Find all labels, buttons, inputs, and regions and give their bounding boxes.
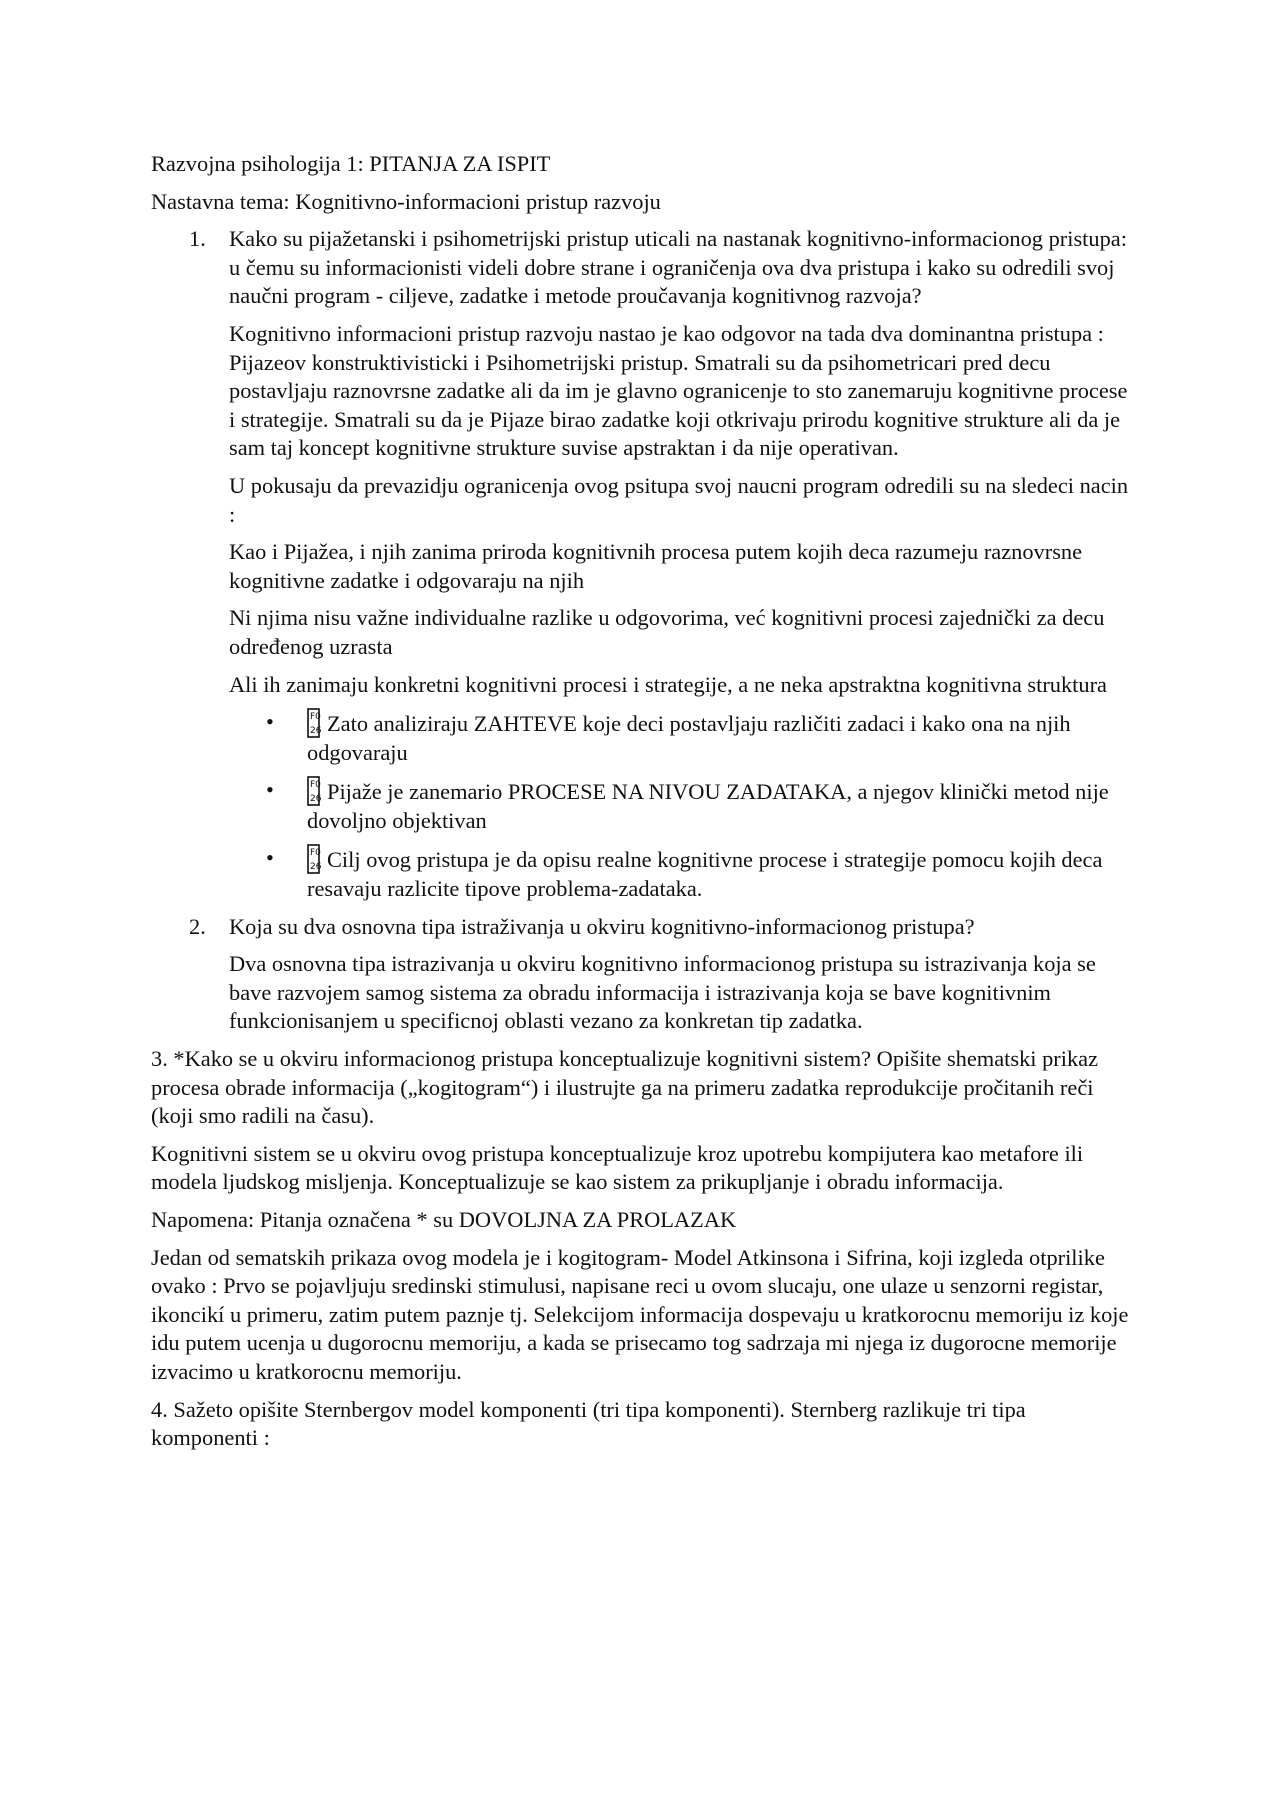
answer-1-paragraph-3: Kao i Pijažea, i njih zanima priroda kognitivnih procesa putem kojih deca razumeju raznovrsne kognitivne zadatke i odgovaraju na njih xyxy=(229,539,1083,593)
question-1-number: 1. xyxy=(189,226,206,252)
answer-3-paragraph-2: Jedan od sematskih prikaza ovog modela je i kogitogram- Model Atkinsona i Sifrina, koji izgleda otprilike ovako : Prvo se pojavljuju sredinski stimulusi, napisane reci u ovom slucaju, one ulaze u senzorni registar, ikoncikí u primeru, zatim putem paznje tj. Selekcijom informacija dospevaju u kratkorocnu memoriju iz koje idu putem ucenja u dugorocnu memoriju, a kada se prisecamo tog sadrzaja mi njega iz dugorocne memorije izvacimo u kratkorocnu memoriju. xyxy=(151,1244,1129,1384)
answer-1-paragraph-5: Ali ih zanimaju konkretni kognitivni procesi i strategije, a ne neka apstraktna kognitivna struktura xyxy=(229,671,1107,697)
question-2-number: 2. xyxy=(189,913,206,939)
question-3-text: 3. *Kako se u okviru informacionog pristupa konceptualizuje kognitivni sistem? Opišite shematski prikaz procesa obrade informacija („kogitogram“) i ilustrujte ga na primeru zadatka reprodukcije pročitanih reči (koji smo radili na času). xyxy=(151,1046,1099,1129)
svg-text:F0: F0 xyxy=(310,712,321,723)
bullet-dot: • xyxy=(266,709,274,735)
question-1 xyxy=(151,225,1136,311)
bullet-dot: • xyxy=(266,845,274,871)
note-line: Napomena: Pitanja označena * su DOVOLJNA ZA PROLAZAK xyxy=(151,1207,737,1232)
bullet-text-3: Cilj ovog pristupa je da opisu realne kognitivne procese i strategije pomocu kojih deca resavaju razlicite tipove problema-zadataka. xyxy=(307,847,1103,902)
bullet-item-3 xyxy=(229,844,1136,903)
question-1-text: Kako su pijažetanski i psihometrijski pristup uticali na nastanak kognitivno-informacionog pristupa: u čemu su informacionisti videli dobre strane i ograničenja ova dva pristupa i kako su odredili svoj naučni program - ciljeve, zadatke i metode proučavanja kognitivnog razvoja? xyxy=(229,226,1127,309)
answer-1-paragraph-4: Ni njima nisu važne individualne razlike u odgovorima, već kognitivni procesi zajednički za decu određenog uzrasta xyxy=(229,605,1105,659)
answer-2-paragraph: Dva osnovna tipa istrazivanja u okviru kognitivno informacionog pristupa su istrazivanja koja se bave razvojem samog sistema za obradu informacija i istrazivanja koja se bave kognitivnim funkcionisanjem u specificnoj oblasti vezano za konkretan tip zadatka. xyxy=(229,951,1096,1034)
svg-text:F0: F0 xyxy=(310,780,321,791)
bullet-item-1 xyxy=(229,708,1136,767)
question-2-text: Koja su dva osnovna tipa istraživanja u okviru kognitivno-informacionog pristupa? xyxy=(229,913,975,939)
bullet-list xyxy=(151,708,1136,904)
svg-text:26: 26 xyxy=(310,726,322,737)
answer-1-paragraph-1: Kognitivno informacioni pristup razvoju nastao je kao odgovor na tada dva dominantna pristupa : Pijazeov konstruktivisticki i Psihometrijski pristup. Smatrali su da psihometricari pred decu postavljaju raznovrsne zadatke ali da im je glavno ogranicenje to sto zanemaruju kognitivne procese i strategije. Smatrali su da je Pijaze birao zadatke koji otkrivaju prirodu kognitive strukture ali da je sam taj koncept kognitivne strukture suvise apstraktan i da nije operativan. xyxy=(229,320,1128,461)
bullet-item-2 xyxy=(229,776,1136,835)
missing-glyph-icon xyxy=(307,844,326,874)
document-page xyxy=(151,150,1136,1462)
answer-3-paragraph-1: Kognitivni sistem se u okviru ovog pristupa konceptualizuje kroz upotrebu kompijutera kao metafore ili modela ljudskog misljenja. Konceptualizuje se kao sistem za prikupljanje i obradu informacija. xyxy=(151,1140,1084,1195)
bullet-text-2: Pijaže je zanemario PROCESE NA NIVOU ZADATAKA, a njegov klinički metod nije dovoljno objektivan xyxy=(307,779,1109,833)
answer-1-paragraph-2: U pokusaju da prevazidju ogranicenja ovog psitupa svoj naucni program odredili su na sledeci nacin : xyxy=(229,472,1129,527)
bullet-dot: • xyxy=(266,777,274,803)
topic-line: Nastavna tema: Kognitivno-informacioni pristup razvoju xyxy=(151,188,661,214)
question-2 xyxy=(151,913,1136,942)
question-4-text: 4. Sažeto opišite Sternbergov model komponenti (tri tipa komponenti). Sternberg razlikuje tri tipa komponenti : xyxy=(151,1396,1026,1451)
svg-text:F0: F0 xyxy=(310,848,321,859)
missing-glyph-icon xyxy=(307,776,326,806)
document-title: Razvojna psihologija 1: PITANJA ZA ISPIT xyxy=(151,151,551,176)
svg-text:26: 26 xyxy=(310,862,322,873)
svg-text:26: 26 xyxy=(310,794,322,805)
missing-glyph-icon xyxy=(307,708,326,738)
bullet-text-1: Zato analiziraju ZAHTEVE koje deci postavljaju različiti zadaci i kako ona na njih odgovaraju xyxy=(307,711,1071,765)
